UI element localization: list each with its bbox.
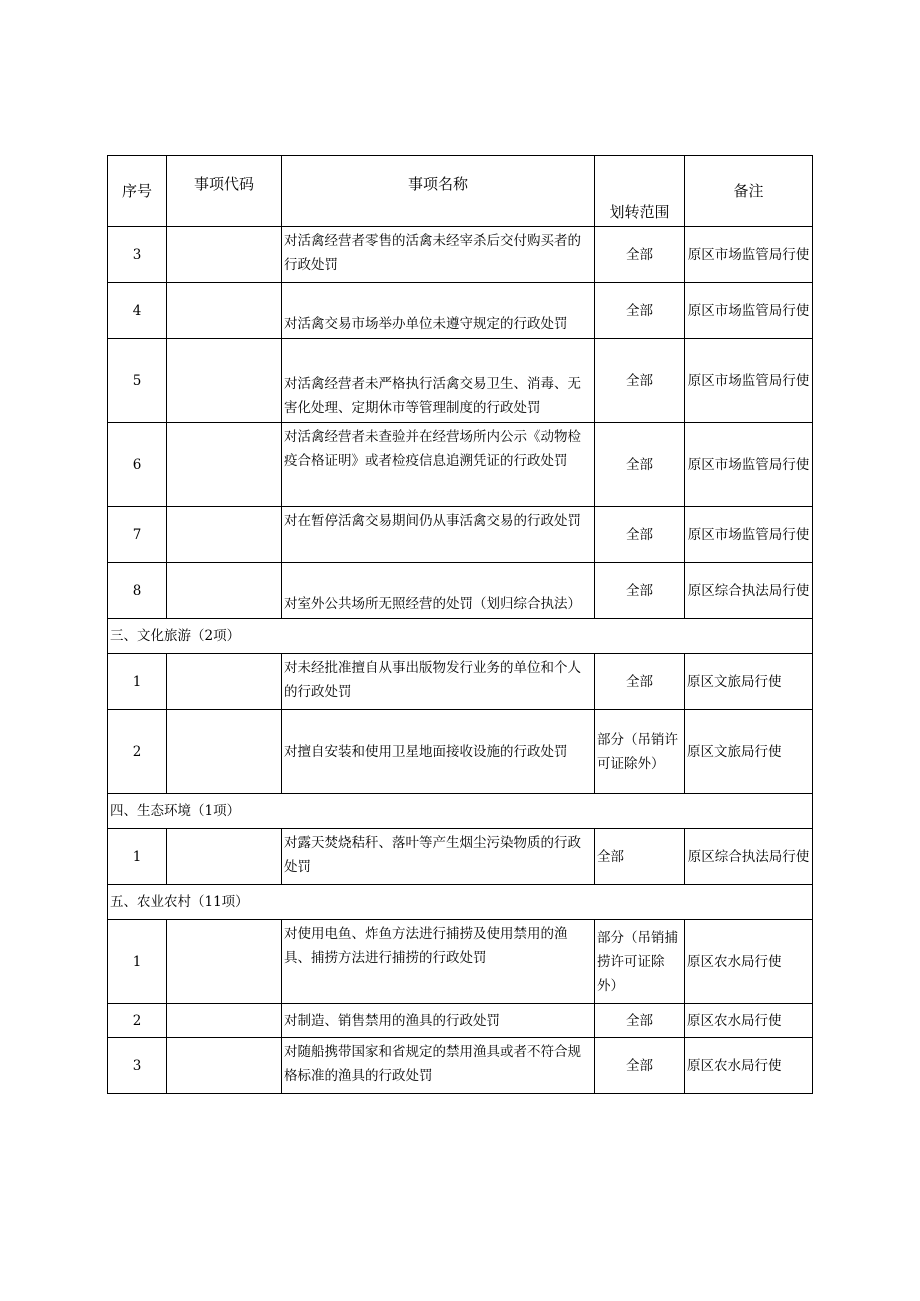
- row-note: 原区市场监管局行使: [685, 283, 813, 339]
- row-scope: 全部: [595, 1038, 685, 1094]
- row-name: 对擅自安装和使用卫星地面接收设施的行政处罚: [282, 710, 595, 794]
- row-note: 原区市场监管局行使: [685, 507, 813, 563]
- table-row: [108, 654, 813, 710]
- row-name: 对活禽经营者未查验并在经营场所内公示《动物检疫合格证明》或者检疫信息追溯凭证的行政处罚: [282, 423, 595, 507]
- row-code: [167, 339, 282, 423]
- row-seq: 1: [108, 654, 167, 710]
- row-seq: 3: [108, 1038, 167, 1094]
- row-code: [167, 507, 282, 563]
- row-note: 原区文旅局行使: [685, 710, 813, 794]
- row-note: 原区农水局行使: [685, 1038, 813, 1094]
- row-seq: 6: [108, 423, 167, 507]
- table-row: [108, 507, 813, 563]
- table-row: [108, 563, 813, 619]
- row-scope: 全部: [595, 423, 685, 507]
- row-code: [167, 563, 282, 619]
- header-code: 事项代码: [167, 156, 282, 227]
- row-code: [167, 710, 282, 794]
- row-note: 原区综合执法局行使: [685, 829, 813, 885]
- row-name: 对露天焚烧秸秆、落叶等产生烟尘污染物质的行政处罚: [282, 829, 595, 885]
- row-scope: 部分（吊销捕捞许可证除外）: [595, 920, 685, 1004]
- row-code: [167, 1004, 282, 1038]
- row-seq: 2: [108, 710, 167, 794]
- row-code: [167, 829, 282, 885]
- section-row: [108, 619, 813, 654]
- header-scope: 划转范围: [595, 156, 685, 227]
- row-code: [167, 920, 282, 1004]
- row-name: 对活禽交易市场举办单位未遵守规定的行政处罚: [282, 283, 595, 339]
- table-row: [108, 339, 813, 423]
- row-name: 对室外公共场所无照经营的处罚（划归综合执法）: [282, 563, 595, 619]
- table-row: [108, 1004, 813, 1038]
- row-code: [167, 283, 282, 339]
- row-scope: 全部: [595, 563, 685, 619]
- row-scope: 部分（吊销许可证除外）: [595, 710, 685, 794]
- row-code: [167, 423, 282, 507]
- table-row: [108, 283, 813, 339]
- row-name: 对活禽经营者未严格执行活禽交易卫生、消毒、无害化处理、定期休市等管理制度的行政处罚: [282, 339, 595, 423]
- row-note: 原区市场监管局行使: [685, 339, 813, 423]
- section-title: 四、生态环境（1项）: [108, 794, 813, 829]
- section-title: 五、农业农村（11项）: [108, 885, 813, 920]
- row-scope: 全部: [595, 283, 685, 339]
- row-seq: 7: [108, 507, 167, 563]
- row-scope: 全部: [595, 507, 685, 563]
- row-name: 对制造、销售禁用的渔具的行政处罚: [282, 1004, 595, 1038]
- table-row: [108, 710, 813, 794]
- row-seq: 2: [108, 1004, 167, 1038]
- row-code: [167, 654, 282, 710]
- row-code: [167, 227, 282, 283]
- row-seq: 5: [108, 339, 167, 423]
- row-name: 对未经批准擅自从事出版物发行业务的单位和个人的行政处罚: [282, 654, 595, 710]
- table-row: [108, 1038, 813, 1094]
- row-seq: 3: [108, 227, 167, 283]
- row-scope: 全部: [595, 339, 685, 423]
- row-scope: 全部: [595, 654, 685, 710]
- row-seq: 1: [108, 829, 167, 885]
- row-name: 对使用电鱼、炸鱼方法进行捕捞及使用禁用的渔具、捕捞方法进行捕捞的行政处罚: [282, 920, 595, 1004]
- row-note: 原区农水局行使: [685, 920, 813, 1004]
- row-scope: 全部: [595, 829, 685, 885]
- table-row: [108, 920, 813, 1004]
- header-name: 事项名称: [282, 156, 595, 227]
- row-name: 对活禽经营者零售的活禽未经宰杀后交付购买者的行政处罚: [282, 227, 595, 283]
- row-code: [167, 1038, 282, 1094]
- row-name: 对随船携带国家和省规定的禁用渔具或者不符合规格标准的渔具的行政处罚: [282, 1038, 595, 1094]
- items-table: [107, 155, 813, 1094]
- row-scope: 全部: [595, 1004, 685, 1038]
- section-row: [108, 885, 813, 920]
- section-title: 三、文化旅游（2项）: [108, 619, 813, 654]
- row-note: 原区综合执法局行使: [685, 563, 813, 619]
- row-note: 原区市场监管局行使: [685, 423, 813, 507]
- section-row: [108, 794, 813, 829]
- row-note: 原区市场监管局行使: [685, 227, 813, 283]
- table-row: [108, 423, 813, 507]
- row-seq: 1: [108, 920, 167, 1004]
- row-note: 原区文旅局行使: [685, 654, 813, 710]
- row-note: 原区农水局行使: [685, 1004, 813, 1038]
- row-scope: 全部: [595, 227, 685, 283]
- table-row: [108, 227, 813, 283]
- row-seq: 8: [108, 563, 167, 619]
- header-seq: 序号: [108, 156, 167, 227]
- row-seq: 4: [108, 283, 167, 339]
- header-row: [108, 156, 813, 227]
- row-name: 对在暂停活禽交易期间仍从事活禽交易的行政处罚: [282, 507, 595, 563]
- header-note: 备注: [685, 156, 813, 227]
- table-row: [108, 829, 813, 885]
